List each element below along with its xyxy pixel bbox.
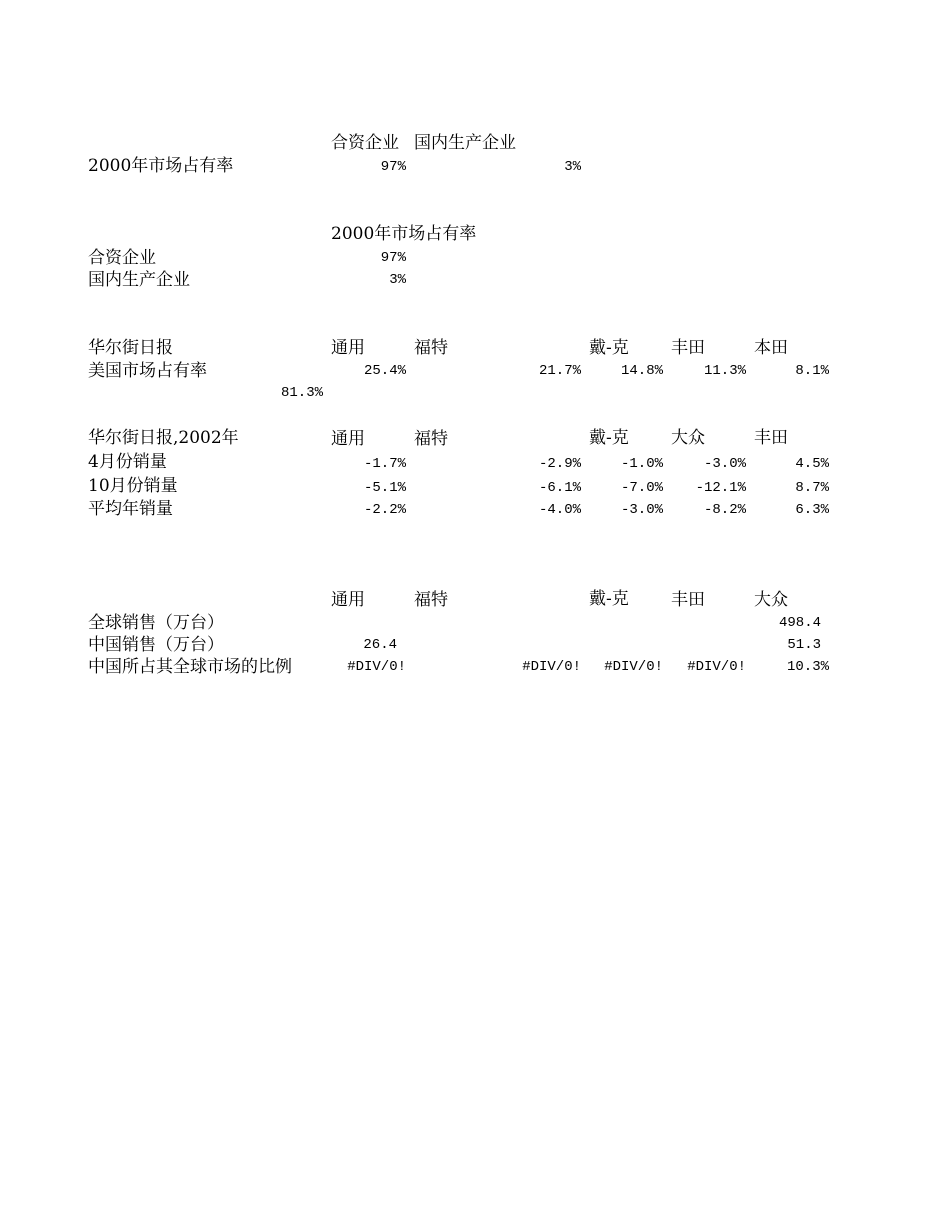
cell-average-vw: -8.2%: [703, 502, 746, 518]
cell-us-total: 81.3%: [280, 385, 323, 401]
col-header-toyota: 丰田: [671, 338, 705, 358]
cell-october-toyota: 8.7%: [795, 480, 829, 496]
col-header-ford: 福特: [414, 590, 448, 610]
cell-domestic-share: 3%: [564, 159, 581, 175]
row-label-china-ratio: 中国所占其全球市场的比例: [88, 657, 292, 677]
cell-april-ford: -2.9%: [538, 456, 581, 472]
cell-april-dc: -1.0%: [620, 456, 663, 472]
cell-october-dc: -7.0%: [620, 480, 663, 496]
cell-average-dc: -3.0%: [620, 502, 663, 518]
row-label-average: 平均年销量: [88, 499, 173, 519]
cell-ratio-toyota: #DIV/0!: [604, 659, 663, 675]
cell-jv-value: 97%: [380, 250, 406, 266]
col-header-vw: 大众: [754, 590, 788, 610]
col-header-toyota: 丰田: [671, 590, 705, 610]
cell-us-toyota: 11.3%: [703, 363, 746, 379]
cell-global-vw: 498.4: [778, 615, 821, 631]
cell-us-dc: 14.8%: [620, 363, 663, 379]
cell-october-gm: -5.1%: [363, 480, 406, 496]
col-header-dc: 戴-克: [589, 338, 629, 358]
col-header-domestic: 国内生产企业: [414, 133, 516, 153]
cell-jv-share: 97%: [380, 159, 406, 175]
cell-april-gm: -1.7%: [363, 456, 406, 472]
row-label-april: 4月份销量: [88, 452, 167, 472]
cell-china-vw: 51.3: [787, 637, 821, 653]
cell-us-ford: 21.7%: [538, 363, 581, 379]
row-label-global-sales: 全球销售（万台）: [88, 613, 224, 633]
cell-ratio-vw: 10.3%: [786, 659, 829, 675]
section-title-wsj: 华尔街日报: [88, 338, 173, 358]
cell-domestic-value: 3%: [389, 272, 406, 288]
col-header-gm: 通用: [331, 590, 365, 610]
row-label-jv: 合资企业: [88, 248, 156, 268]
row-label-us-share: 美国市场占有率: [88, 361, 207, 381]
col-header-vw: 大众: [671, 428, 705, 448]
cell-april-vw: -3.0%: [703, 456, 746, 472]
cell-average-ford: -4.0%: [538, 502, 581, 518]
cell-ratio-gm: #DIV/0!: [347, 659, 406, 675]
col-header-ford: 福特: [414, 338, 448, 358]
col-header-market-share-2000: 2000年市场占有率: [331, 224, 477, 244]
col-header-gm: 通用: [331, 338, 365, 358]
col-header-dc: 戴-克: [589, 589, 629, 609]
cell-us-gm: 25.4%: [363, 363, 406, 379]
row-label-china-sales: 中国销售（万台）: [88, 635, 224, 655]
cell-april-toyota: 4.5%: [795, 456, 829, 472]
cell-ratio-x: #DIV/0!: [687, 659, 746, 675]
col-header-ford: 福特: [414, 429, 448, 449]
cell-average-toyota: 6.3%: [795, 502, 829, 518]
cell-china-gm: 26.4: [363, 637, 397, 653]
cell-us-honda: 8.1%: [795, 363, 829, 379]
cell-ratio-dc: #DIV/0!: [522, 659, 581, 675]
col-header-jv: 合资企业: [331, 133, 399, 153]
col-header-gm: 通用: [331, 429, 365, 449]
row-label-october: 10月份销量: [88, 476, 178, 496]
row-label-market-share-2000: 2000年市场占有率: [88, 156, 234, 176]
cell-october-vw: -12.1%: [695, 480, 746, 496]
col-header-toyota: 丰田: [754, 428, 788, 448]
row-label-domestic: 国内生产企业: [88, 270, 190, 290]
section-title-wsj-2002: 华尔街日报,2002年: [88, 428, 239, 448]
col-header-dc: 戴-克: [589, 428, 629, 448]
col-header-honda: 本田: [754, 338, 788, 358]
cell-october-ford: -6.1%: [538, 480, 581, 496]
cell-average-gm: -2.2%: [363, 502, 406, 518]
